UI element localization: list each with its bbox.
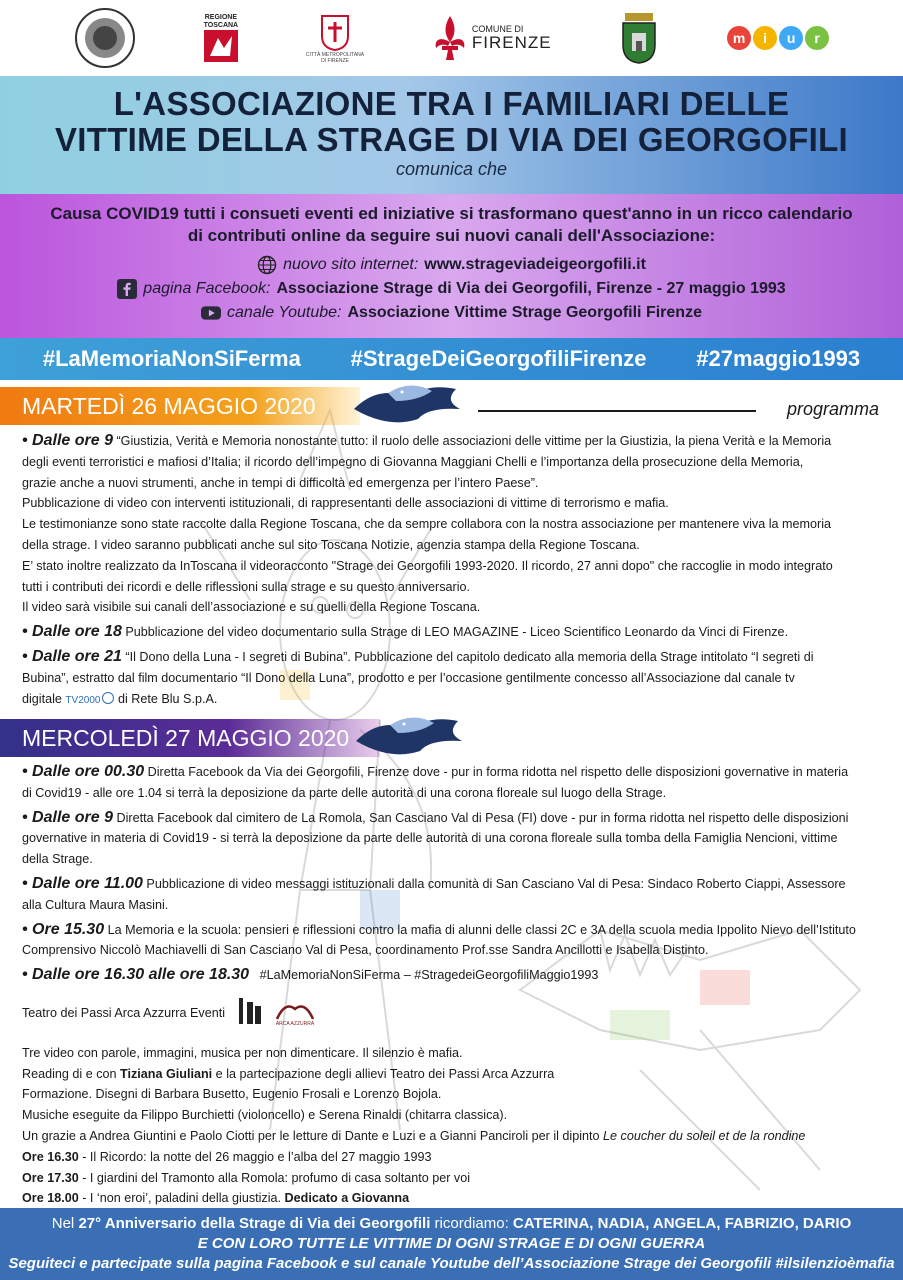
footer-remembrance: Nel 27° Anniversario della Strage di Via dei Georgofili ricordiamo: CATERINA, NADIA, ANGELA, FABRIZIO, DARIO [51,1215,852,1232]
list-item: • Dalle ore 18 Pubblicazione del video documentario sulla Strage di LEO MAGAZINE - Liceo Scientifico Leonardo da Vinci di Firenze. [22,623,789,641]
association-seal-logo [74,6,136,70]
day2-header [0,719,903,759]
website-channel[interactable]: nuovo sito internet: www.strageviadeigeorgofili.it [0,253,903,277]
intro-band [0,194,903,338]
list-item: • Dalle ore 11.00 Pubblicazione di video messaggi istituzionali dalla comunità di San Casciano Val di Pesa: Sindaco Roberto Ciappi, Assessore [22,874,846,892]
citta-metropolitana-logo: CITTÀ METROPOLITANA DI FIRENZE [306,6,364,70]
list-item: • Dalle ore 9 “Giustizia, Verità e Memoria nonostante tutto: il ruolo delle associazioni delle vittime per la Giustizia, la piena Verità e la Memoria [22,432,832,449]
channel-list [0,253,903,325]
list-item: • Dalle ore 9 Diretta Facebook dal cimitero de La Romola, San Casciano Val di Pesa (FI) dove - pur in forma ridotta nel rispetto delle disposizioni [22,808,849,826]
dove-icon [348,379,468,431]
miur-letter: u [779,26,803,50]
header-band [0,76,903,194]
divider-line [478,410,756,412]
regione-toscana-logo: REGIONE TOSCANA [204,6,238,70]
hashtag[interactable]: #LaMemoriaNonSiFerma [42,346,301,371]
facebook-icon [117,279,137,299]
logo-bar [0,0,903,76]
tv2000-logo: TV2000 [65,694,101,706]
website-link[interactable]: www.strageviadeigeorgofili.it [424,256,646,273]
facebook-link[interactable]: Associazione Strage di Via dei Georgofili, Firenze - 27 maggio 1993 [276,280,786,297]
miur-logo [727,6,829,70]
day1-title: MARTEDÌ 26 MAGGIO 2020 [0,387,360,425]
tv2000-globe-icon [102,692,114,704]
page-subtitle: comunica che [395,159,508,179]
list-item: • Ore 15.30 La Memoria e la scuola: pensieri e riflessioni contro la mafia di alunni delle classi 2C e 3A della scuola media Ippolito Nievo dell’Istituto [22,920,856,938]
arca-azzurra-logo: ARCA AZZURRA [275,999,315,1027]
footer-band [0,1208,903,1280]
hashtag[interactable]: #27maggio1993 [696,346,861,371]
footer-follow: Seguiteci e partecipate sulla pagina Facebook e sul canale Youtube dell’Associazione Strage dei Georgofili #ilsilenzioèmafia [8,1255,895,1272]
day1-header [0,387,903,427]
intro-text: Causa COVID19 tutti i consueti eventi ed iniziative si trasformano quest'anno in un ricco calendario di contributi online da seguire sui nuovi canali dell'Associazione: [50,204,853,245]
town-crest-logo [619,6,659,70]
miur-letter: r [805,26,829,50]
hashtag[interactable]: #StrageDeiGeorgofiliFirenze [350,346,647,371]
arch-icon [275,999,315,1021]
hashtag-band [0,338,903,380]
day2-title: MERCOLEDÌ 27 MAGGIO 2020 [0,719,380,757]
youtube-channel[interactable]: canale Youtube: Associazione Vittime Strage Georgofili Firenze [0,301,903,325]
comune-firenze-logo: COMUNE DI FIRENZE [432,6,552,70]
miur-letter: m [727,26,751,50]
day2-content: • Dalle ore 00.30 Diretta Facebook da Via dei Georgofili, Firenze dove - pur in forma ridotta nel rispetto delle disposizioni governative in materia di Covid19 - alle ore 1.04 si terrà la deposizione da parte delle autorità di una corona floreale sul luogo della Strage. • Dalle ore 9 Diretta Facebook dal cimitero de La Romola, San Casciano Val di Pesa (FI) dove - pur in forma ridotta nel rispetto delle disposizioni governative in materia di Covid19 - si terrà la deposizione da parte delle autorità di una corona floreale sulla tomba della Famiglia Nencioni, vittime della Strage. • Dalle ore 11.00 Pubblicazione di video messaggi istituzionali dalla comunità di San Casciano Val di Pesa: Sindaco Roberto Ciappi, Assessore alla Cultura Maura Masini. • Ore 15.30 La Memoria e la scuola: pensieri e riflessioni contro la mafia di alunni delle classi 2C e 3A della scuola media Ippolito Nievo dell’Istituto Comprensivo Niccolò Machiavelli di San Casciano Val di Pesa, coordinamento Prof.sse Sandra Ancillotti e Isabella Distinto. • Dalle ore 16.30 alle ore 18.30 #LaMemoriaNonSiFerma – #StragedeiGeorgofiliMaggio1993 Teatro dei Passi Arca Azzurra Eventi ARCA AZZURRA Tre video con parole, immagini, musica per non dimenticare. Il silenzio è mafia. Reading di e con Tiziana Giuliani e la partecipazione degli allievi Teatro dei Passi Arca Azzurra Formazione. Disegni di Barbara Busetto, Eugenio Frosali e Lorenzo Bojola. Musiche eseguite da Filippo Burchietti (violoncello) e Serena Rinaldi (chitarra classica). Un grazie a Andrea Giuntini e Paolo Ciotti per le letture di Dante e Luzi e a Gianni Panciroli per il dipinto Le coucher du soleil et de la rondine Ore 16.30 - Il Ricordo: la notte del 26 maggio e l’alba del 27 maggio 1993 Ore 17.30 - I giardini del Tramonto alla Romola: profumo di casa soltanto per voi Ore 18.00 - I ‘non eroi’, paladini della giustizia. Dedicato a Giovanna [22,762,882,1209]
day1-content: • Dalle ore 9 “Giustizia, Verità e Memoria nonostante tutto: il ruolo delle associazioni delle vittime per la Giustizia, la piena Verità e la Memoria degli eventi terroristici e mafiosi d’Italia; il ricordo dell’impegno di Giovanna Maggiani Chelli e l’importanza della prosecuzione della Memoria, grazie anche a nuovi strumenti, anche in tempi di difficoltà ed emergenza per l’intero Paese”. Pubblicazione di video con interventi istituzionali, di rappresentanti delle associazioni di vittime di terrorismo e mafia. Le testimonianze sono state raccolte dalla Regione Toscana, che da sempre collabora con la nostra associazione per mantenere viva la memoria della strage. I video saranno pubblicati anche sul sito Toscana Notizie, agenzia stampa della Regione Toscana. E’ stato inoltre realizzato da InToscana il videoracconto "Strage dei Georgofili 1993-2020. Il ricordo, 27 anni dopo" che raccoglie in modo integrato tutti i contributi dei ricordi e delle riflessioni sulla strage e su questo anniversario. Il video sarà visibile sui canali dell’associazione e su quelli della Regione Toscana. • Dalle ore 18 Pubblicazione del video documentario sulla Strage di LEO MAGAZINE - Liceo Scientifico Leonardo da Vinci di Firenze. • Dalle ore 21 “Il Dono della Luna - I segreti di Bubina”. Pubblicazione del capitolo dedicato alla memoria della Strage intitolato “I segreti di Bubina”, estratto dal film documentario “Il Dono della Luna”, prodotto e per l’occasione gentilmente concesso all’Associazione dal canale tv digitale TV2000 di Rete Blu S.p.A. [22,431,882,711]
programma-label: programma [786,399,879,419]
fleur-de-lis-icon [432,14,468,62]
footer-victims: E CON LORO TUTTE LE VITTIME DI OGNI STRAGE E DI OGNI GUERRA [197,1235,706,1252]
youtube-link[interactable]: Associazione Vittime Strage Georgofili Firenze [347,304,702,321]
miur-letter: i [753,26,777,50]
teatro-passi-logo [235,994,265,1033]
list-item: • Dalle ore 00.30 Diretta Facebook da Via dei Georgofili, Firenze dove - pur in forma ridotta nel rispetto delle disposizioni governative in materia [22,763,849,780]
facebook-channel[interactable]: pagina Facebook: Associazione Strage di Via dei Georgofili, Firenze - 27 maggio 1993 [0,277,903,301]
globe-icon [257,255,277,275]
dove-icon [350,711,470,763]
page-title: L'ASSOCIAZIONE TRA I FAMILIARI DELLE VITTIME DELLA STRAGE DI VIA DEI GEORGOFILI [54,85,848,158]
list-item: • Dalle ore 16.30 alle ore 18.30 #LaMemoriaNonSiFerma – #StragedeiGeorgofiliMaggio1993 [22,966,599,984]
theatre-row: Teatro dei Passi Arca Azzurra Eventi ARCA AZZURRA [22,994,882,1033]
list-item: • Dalle ore 21 “Il Dono della Luna - I segreti di Bubina”. Pubblicazione del capitolo dedicato alla memoria della Strage intitolato “I segreti di [22,647,814,665]
youtube-icon [201,303,221,323]
